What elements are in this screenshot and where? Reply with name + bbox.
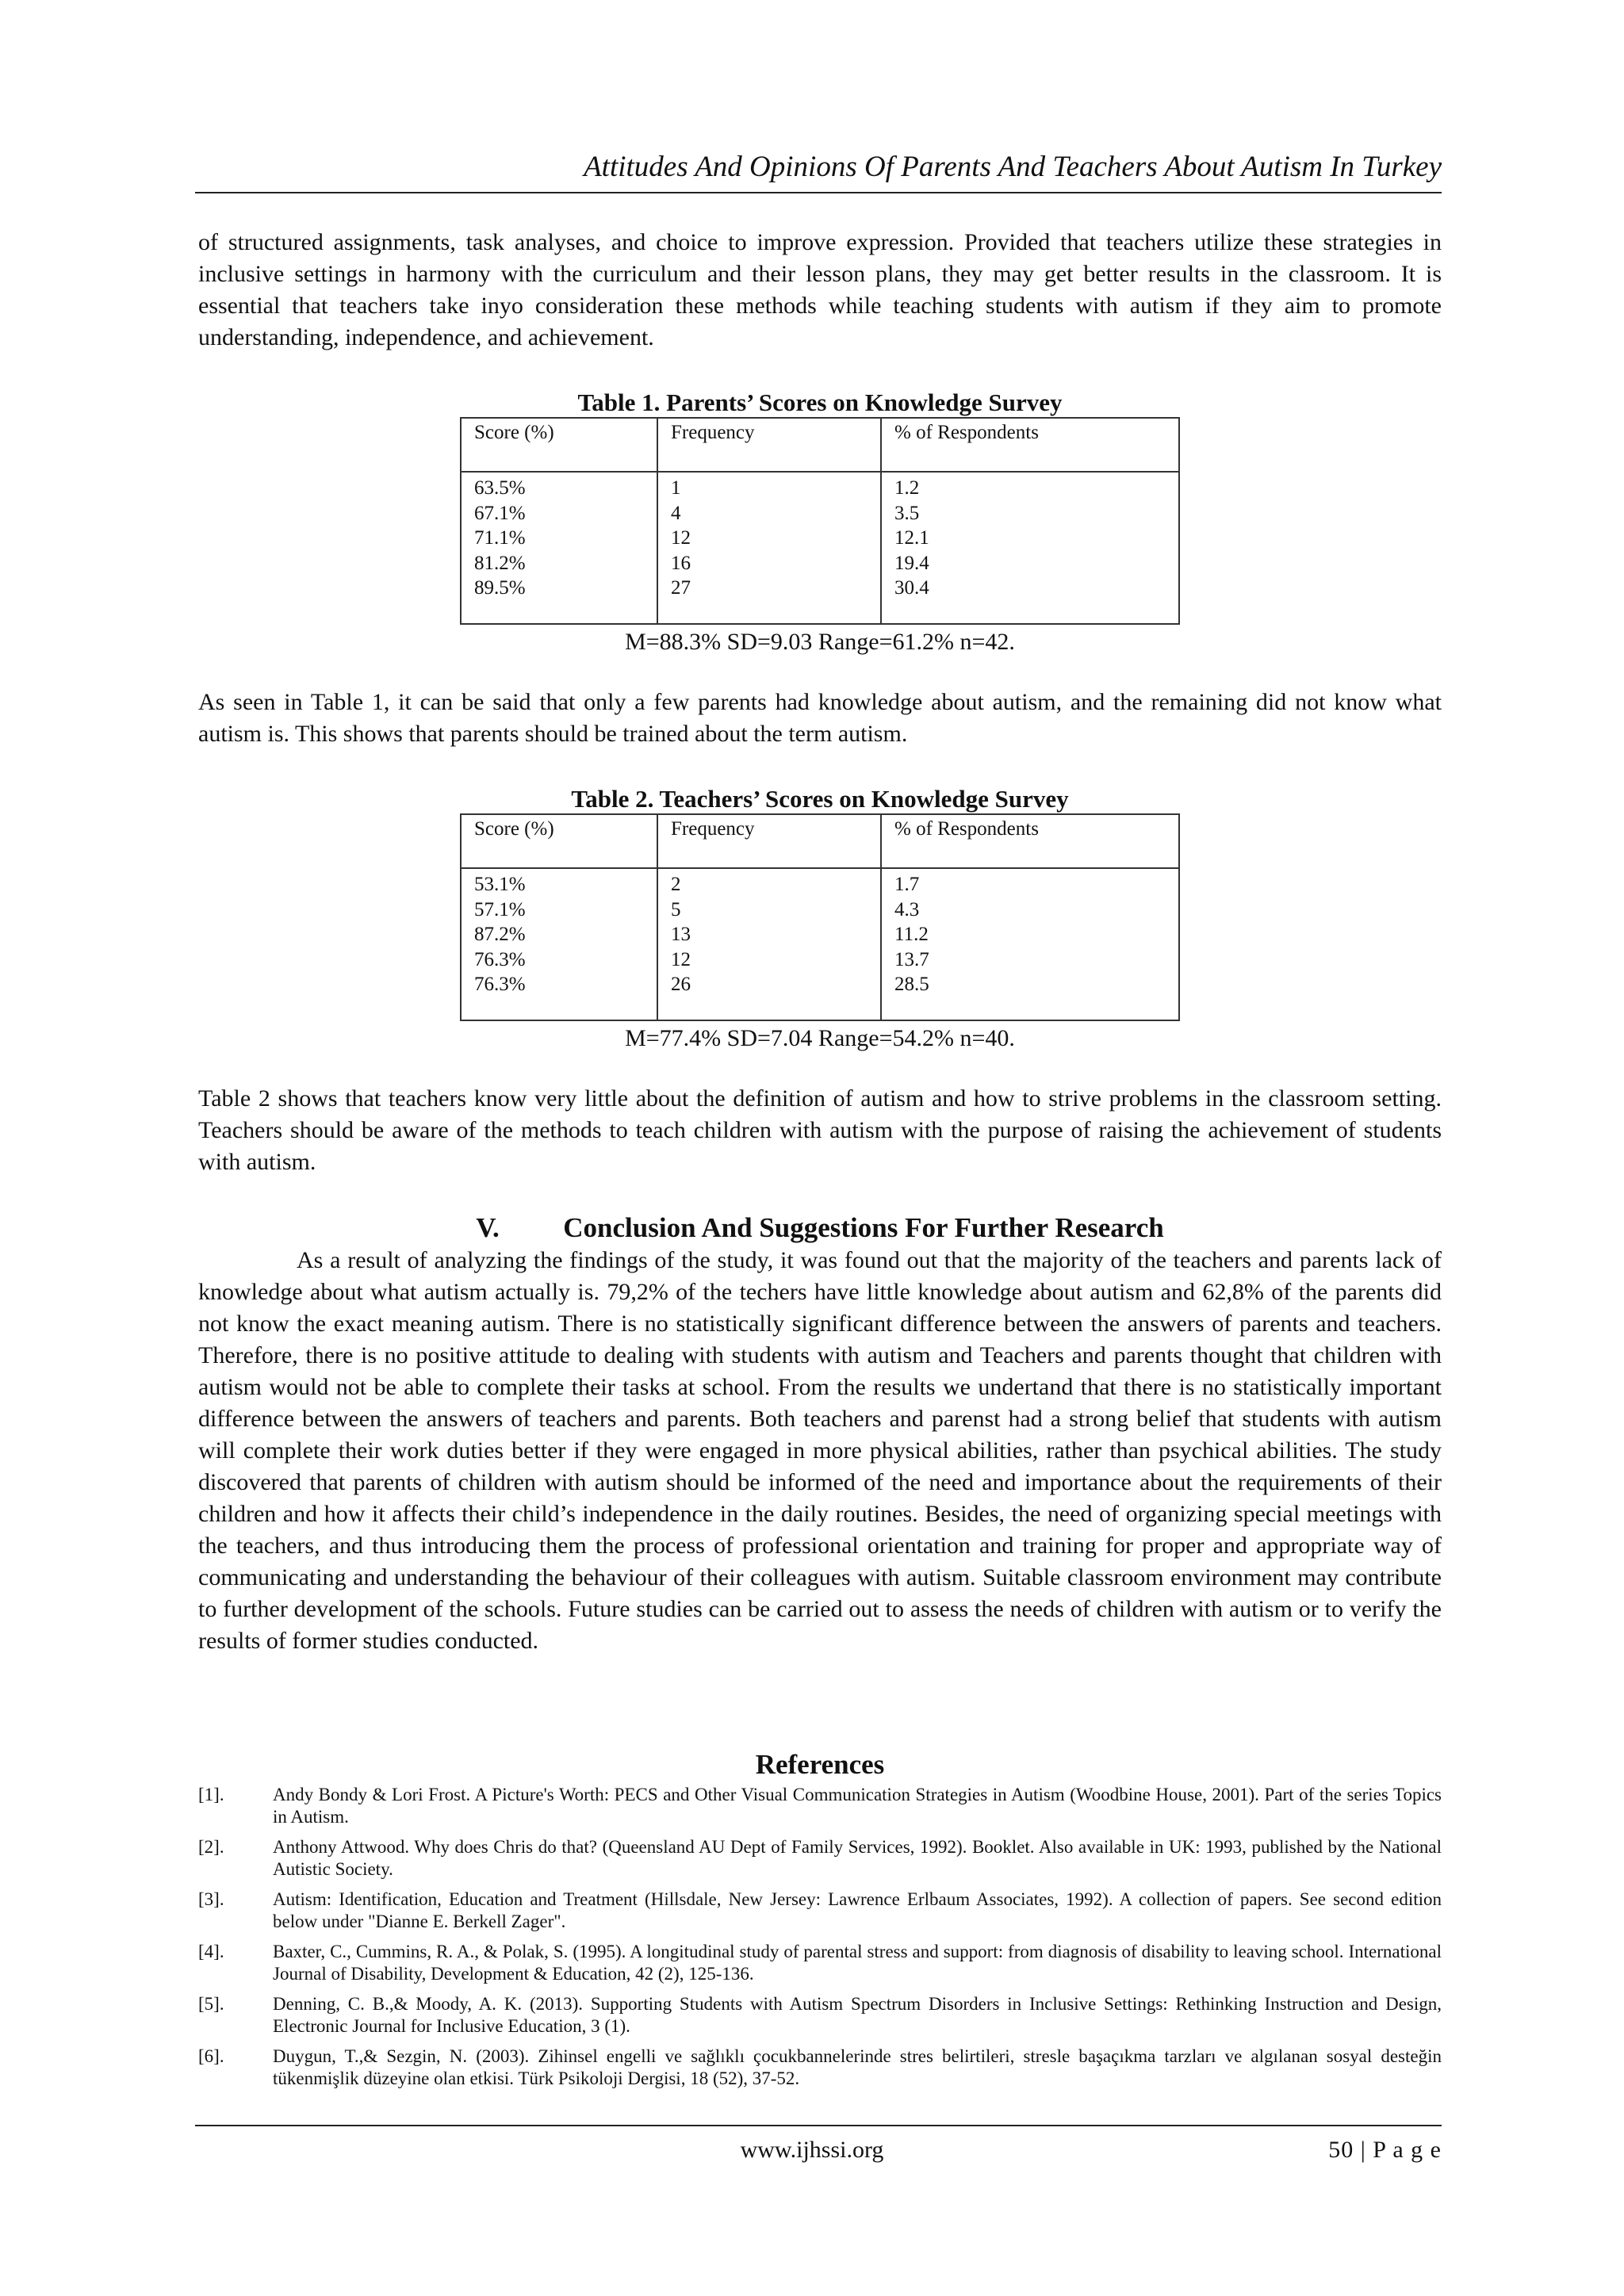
table2-stats: M=77.4% SD=7.04 Range=54.2% n=40. — [625, 1025, 1015, 1051]
reference-number: [4]. — [198, 1942, 224, 1961]
footer-rule — [195, 2125, 1442, 2126]
table1-stats: M=88.3% SD=9.03 Range=61.2% n=42. — [625, 629, 1015, 655]
footer-url[interactable]: www.ijhssi.org — [740, 2137, 884, 2163]
table2-score-cell: 53.1% — [474, 874, 526, 895]
table2-body-row — [461, 868, 1179, 1020]
table2-percent-cell: 28.5 — [894, 974, 929, 995]
table1-commentary: As seen in Table 1, it can be said that only a few parents had knowledge about autism, and the remaining did not know what autism is. This shows that parents should be trained about the term autism. — [198, 689, 1442, 747]
page-number: 50 | P a g e — [1328, 2137, 1442, 2163]
header-rule — [195, 192, 1442, 193]
table2-frequency-cell: 12 — [671, 948, 691, 970]
table1-title: Table 1. Parents’ Scores on Knowledge Survey — [577, 388, 1063, 416]
table2-commentary: Table 2 shows that teachers know very little about the definition of autism and how to strive problems in the classroom setting. Teachers should be aware of the methods to teach children with autism with the purpose of raising the achievement of students with autism. — [198, 1085, 1442, 1175]
table1-frequency-cell: 16 — [671, 552, 691, 574]
table2-score-cell: 76.3% — [474, 974, 526, 995]
reference-item — [198, 1993, 1442, 2038]
section-title: Conclusion And Suggestions For Further Research — [563, 1212, 1164, 1243]
table2-percent-column — [881, 868, 1179, 1020]
reference-text: Andy Bondy & Lori Frost. A Picture's Worth: PECS and Other Visual Communication Strategies in Autism (Woodbine House, 2001). Part of the series Topics in Autism. — [273, 1785, 1442, 1827]
table1-percent-cell: 19.4 — [894, 552, 929, 574]
conclusion-paragraph: As a result of analyzing the findings of the study, it was found out that the majority of the teachers and parents lack of knowledge about what autism actually is. 79,2% of the techers have little knowledge about autism and 62,8% of the parents did not know the exact meaning autism. There is no statistically significant difference between the answers of parents and teachers. Therefore, there is no positive attitude to dealing with students with autism and Teachers and parents thought that children with autism would not be able to complete their tasks at school. From the results we undertand that there is no statistically important difference between the answers of teachers and parents. Both teachers and parenst had a strong belief that students with autism will complete their work duties better if they were engaged in more physical abilities, rather than psychical abilities. The study discovered that parents of children with autism should be informed of the need and importance about the requirements of their children and how it affects their child’s independence in the daily routines. Besides, the need of organizing special meetings with the teachers, and thus introducing them the process of professional orientation and training for proper and appropriate way of communicating and understanding the behaviour of their colleagues with autism. Suitable classroom environment may contribute to further development of the schools. Future studies can be carried out to assess the needs of children with autism or to verify the results of former studies conducted. — [198, 1247, 1442, 1654]
table1-header-score: Score (%) — [461, 418, 657, 472]
table2-title: Table 2. Teachers’ Scores on Knowledge Survey — [571, 785, 1069, 813]
table1-body-row — [461, 472, 1179, 624]
intro-paragraph: of structured assignments, task analyses, and choice to improve expression. Provided that teachers utilize these strategies in inclusive settings in harmony with the curriculum and their lesson plans, they may get better results in the classroom. It is essential that teachers take inyo consideration these methods while teaching students with autism if they aim to promote understanding, independence, and achievement. — [198, 229, 1442, 350]
running-title: Attitudes And Opinions Of Parents And Teachers About Autism In Turkey — [584, 151, 1442, 183]
table1-score-column — [461, 472, 657, 624]
table1 — [460, 417, 1180, 625]
table2-header-percent: % of Respondents — [881, 814, 1179, 868]
table2-frequency-cell: 26 — [671, 974, 691, 995]
reference-text: Baxter, C., Cummins, R. A., & Polak, S. (1995). A longitudinal study of parental stress and support: from diagnosis of disability to leaving school. International Journal of Disability, Development & Education, 42 (2), 125-136. — [273, 1942, 1442, 1984]
table2-score-column — [461, 868, 657, 1020]
table1-header-row — [461, 418, 1179, 472]
table1-score-cell: 81.2% — [474, 552, 526, 574]
section-heading — [198, 1211, 1442, 1245]
table2-frequency-cell: 5 — [671, 898, 681, 920]
table2-score-cell: 76.3% — [474, 948, 526, 970]
table2-percent-cell: 11.2 — [894, 924, 929, 945]
reference-item — [198, 1941, 1442, 1985]
table2-score-cell: 87.2% — [474, 924, 526, 945]
table1-frequency-cell: 27 — [671, 577, 691, 599]
reference-number: [1]. — [198, 1785, 224, 1804]
table2-frequency-cell: 2 — [671, 874, 681, 895]
table1-score-cell: 89.5% — [474, 577, 526, 599]
table2 — [460, 813, 1180, 1021]
table2-header-row — [461, 814, 1179, 868]
table1-percent-cell: 3.5 — [894, 502, 920, 524]
table1-frequency-cell: 4 — [671, 502, 681, 524]
reference-number: [2]. — [198, 1837, 224, 1857]
references-heading: References — [755, 1749, 885, 1780]
section-number: V. — [476, 1212, 500, 1243]
table1-frequency-cell: 12 — [671, 527, 691, 549]
table1-score-cell: 63.5% — [474, 477, 526, 499]
table2-frequency-cell: 13 — [671, 924, 691, 945]
reference-item — [198, 1836, 1442, 1881]
reference-number: [3]. — [198, 1889, 224, 1909]
table2-percent-cell: 1.7 — [894, 874, 920, 895]
reference-text: Duygun, T.,& Sezgin, N. (2003). Zihinsel engelli ve sağlıklı çocukbannelerinde stres belirtileri, stresle başaçıkma tarzları ve algılanan sosyal desteğin tükenmişlik düzeyine olan etkisi. Türk Psikoloji Dergisi, 18 (52), 37-52. — [273, 2046, 1442, 2088]
table2-header-frequency: Frequency — [657, 814, 881, 868]
table1-score-cell: 71.1% — [474, 527, 526, 549]
table2-percent-cell: 13.7 — [894, 948, 929, 970]
table1-frequency-column — [657, 472, 881, 624]
table1-frequency-cell: 1 — [671, 477, 681, 499]
reference-text: Autism: Identification, Education and Treatment (Hillsdale, New Jersey: Lawrence Erlbaum Associates, 1992). A collection of papers. See second edition below under "Dianne E. Berkell Zager". — [273, 1889, 1442, 1931]
table2-score-cell: 57.1% — [474, 898, 526, 920]
reference-list — [198, 1784, 1442, 2098]
table2-frequency-column — [657, 868, 881, 1020]
reference-item — [198, 1784, 1442, 1828]
table1-header-percent: % of Respondents — [881, 418, 1179, 472]
table2-percent-cell: 4.3 — [894, 898, 920, 920]
reference-item — [198, 1888, 1442, 1933]
table1-score-cell: 67.1% — [474, 502, 526, 524]
table1-percent-cell: 1.2 — [894, 477, 920, 499]
table2-header-score: Score (%) — [461, 814, 657, 868]
table1-percent-column — [881, 472, 1179, 624]
reference-item — [198, 2045, 1442, 2090]
table1-percent-cell: 30.4 — [894, 577, 929, 599]
reference-number: [6]. — [198, 2046, 224, 2066]
reference-text: Anthony Attwood. Why does Chris do that? (Queensland AU Dept of Family Services, 1992). Booklet. Also available in UK: 1993, published by the National Autistic Society. — [273, 1837, 1442, 1879]
reference-text: Denning, C. B.,& Moody, A. K. (2013). Supporting Students with Autism Spectrum Disorders in Inclusive Settings: Rethinking Instruction and Design, Electronic Journal for Inclusive Education, 3 (1). — [273, 1994, 1442, 2036]
reference-number: [5]. — [198, 1994, 224, 2014]
table1-header-frequency: Frequency — [657, 418, 881, 472]
table1-percent-cell: 12.1 — [894, 527, 929, 549]
